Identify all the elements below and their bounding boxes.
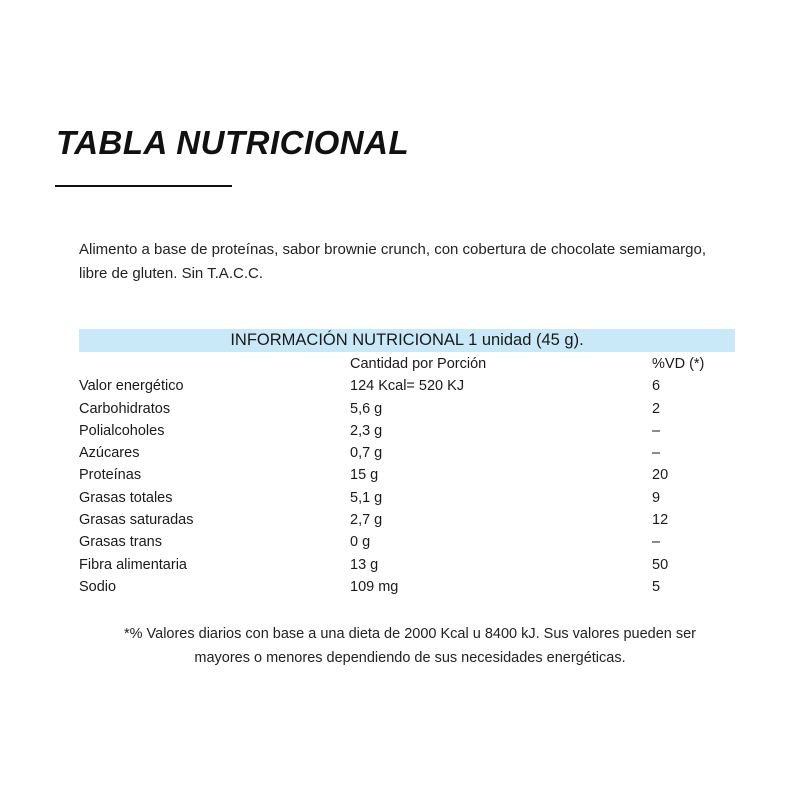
- page-title: TABLA NUTRICIONAL: [56, 124, 410, 161]
- nutrient-vd: –: [652, 534, 661, 551]
- nutrient-name: Grasas saturadas: [79, 512, 194, 529]
- column-header-amount: Cantidad por Porción: [350, 356, 487, 372]
- nutrient-name: Grasas totales: [79, 489, 173, 506]
- table-row: [79, 576, 735, 598]
- footnote-line-1: *% Valores diarios con base a una dieta de 2000 Kcal u 8400 kJ. Sus valores pueden ser: [123, 626, 697, 642]
- nutrient-amount: 124 Kcal= 520 KJ: [350, 378, 465, 395]
- nutrition-table-header: INFORMACIÓN NUTRICIONAL 1 unidad (45 g).: [79, 329, 735, 352]
- table-row: [79, 464, 735, 486]
- nutrient-vd: –: [652, 445, 661, 462]
- footnote-line-2: mayores o menores dependiendo de sus necesidades energéticas.: [194, 650, 626, 666]
- table-row: [79, 398, 735, 420]
- table-row: [79, 487, 735, 509]
- column-header-vd: %VD (*): [652, 356, 705, 372]
- nutrient-amount: 5,6 g: [350, 400, 383, 417]
- nutrient-vd: 9: [652, 489, 661, 506]
- nutrient-vd: 2: [652, 400, 661, 417]
- column-header-nutrient: [79, 353, 350, 375]
- daily-values-footnote: [60, 622, 760, 670]
- nutrient-name: Grasas trans: [79, 534, 162, 551]
- nutrient-amount: 0,7 g: [350, 445, 383, 462]
- table-row: [79, 554, 735, 576]
- nutrient-vd: 5: [652, 578, 661, 595]
- nutrient-amount: 13 g: [350, 556, 379, 573]
- table-row: [79, 509, 735, 531]
- nutrient-amount: 2,3 g: [350, 422, 383, 439]
- nutrient-amount: 15 g: [350, 467, 379, 484]
- nutrient-name: Sodio: [79, 578, 117, 595]
- table-row: [79, 442, 735, 464]
- nutrient-name: Valor energético: [79, 378, 184, 395]
- nutrient-amount: 109 mg: [350, 578, 399, 595]
- nutrient-name: Proteínas: [79, 467, 142, 484]
- nutrient-vd: 20: [652, 467, 669, 484]
- nutrient-vd: 12: [652, 512, 669, 529]
- nutrient-vd: 6: [652, 378, 661, 395]
- table-row: [79, 420, 735, 442]
- nutrient-amount: 2,7 g: [350, 512, 383, 529]
- table-row: [79, 375, 735, 397]
- product-description: Alimento a base de proteínas, sabor brownie crunch, con cobertura de chocolate semiamargo, libre de gluten. Sin T.A.C.C.: [79, 241, 707, 282]
- nutrient-amount: 5,1 g: [350, 489, 383, 506]
- title-underline: [55, 185, 232, 187]
- nutrient-amount: 0 g: [350, 534, 371, 551]
- nutrition-table: [79, 353, 735, 598]
- table-row: [79, 531, 735, 553]
- nutrient-name: Carbohidratos: [79, 400, 171, 417]
- nutrient-vd: –: [652, 422, 661, 439]
- column-header-row: [79, 353, 735, 375]
- nutrient-name: Polialcoholes: [79, 422, 165, 439]
- nutrient-name: Azúcares: [79, 445, 140, 462]
- nutrient-vd: 50: [652, 556, 669, 573]
- nutrient-name: Fibra alimentaria: [79, 556, 187, 573]
